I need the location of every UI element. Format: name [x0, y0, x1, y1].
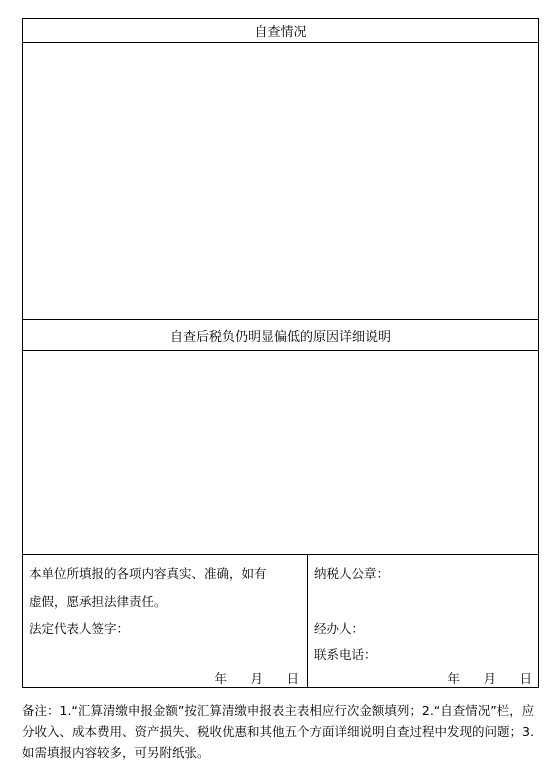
declaration-line-2: 虚假，愿承担法律责任。	[29, 594, 167, 609]
date-month: 月	[250, 671, 263, 686]
contact-phone-label: 联系电话：	[314, 647, 377, 662]
low-tax-reason-content-area[interactable]	[23, 351, 538, 554]
signature-divider	[23, 554, 538, 555]
declaration-date	[191, 669, 299, 687]
legal-rep-signature-label: 法定代表人签字：	[29, 621, 130, 636]
handler-label: 经办人：	[314, 621, 365, 636]
declaration-line-1: 本单位所填报的各项内容真实、准确，如有	[29, 566, 267, 581]
signature-column-divider	[307, 554, 308, 687]
date-year: 年	[447, 671, 460, 686]
low-tax-reason-title: 自查后税负仍明显偏低的原因详细说明	[169, 329, 391, 345]
date-day: 日	[286, 671, 299, 686]
taxpayer-date	[424, 669, 532, 687]
low-tax-reason-header	[23, 319, 538, 351]
date-year: 年	[214, 671, 227, 686]
self-check-header	[23, 19, 538, 43]
self-check-content-area[interactable]	[23, 43, 538, 319]
date-month: 月	[483, 671, 496, 686]
date-day: 日	[519, 671, 532, 686]
footnote: 备注：1.“汇算清缴申报金额”按汇算清缴申报表主表相应行次金额填列；2.“自查情况”栏，应分收入、成本费用、资产损失、税收优惠和其他五个方面详细说明自查过程中发现的问题；3.如需填报内容较多，可另附纸张。	[22, 703, 535, 760]
self-check-title: 自查情况	[254, 25, 307, 40]
taxpayer-seal-label: 纳税人公章：	[314, 566, 390, 581]
self-check-form	[22, 18, 539, 688]
